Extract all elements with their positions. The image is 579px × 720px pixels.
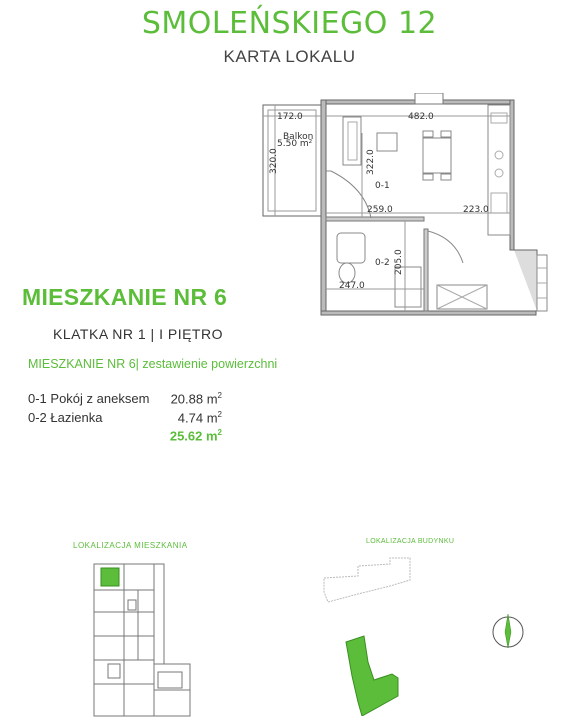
room-0-1: 0-1 — [375, 181, 390, 191]
dim-320: 320.0 — [269, 148, 279, 174]
page-subtitle: KARTA LOKALU — [223, 47, 356, 66]
room-1-name: 0-1 Pokój z aneksem — [28, 391, 150, 406]
balcony-label: Balkon — [283, 132, 314, 142]
north-arrow-icon — [490, 608, 526, 652]
apartment-subtitle: KLATKA NR 1 | I PIĘTRO — [53, 326, 223, 342]
total-area: 25.62 $m^2$ — [169, 428, 222, 444]
room-0-2: 0-2 — [375, 258, 390, 268]
floor-plan — [255, 93, 555, 325]
apartment-highlight — [101, 568, 119, 586]
room-2-name: 0-2 Łazienka — [28, 410, 103, 425]
summary-title: MIESZKANIE NR 6| zestawienie powierzchni — [28, 357, 278, 371]
apartment-location-label: LOKALIZACJA MIESZKANIA — [73, 541, 188, 550]
dim-259: 259.0 — [367, 205, 393, 215]
room-2-area: 4.74 $m^2$ — [177, 410, 222, 426]
room-1-area: 20.88 $m^2$ — [170, 391, 222, 407]
page-title: SMOLEŃSKIEGO 12 — [141, 6, 438, 41]
balcony-area: 5.50 m² — [277, 139, 313, 149]
apartment-location-map — [88, 560, 198, 720]
building-location-label: LOKALIZACJA BUDYNKU — [366, 538, 455, 545]
dim-223: 223.0 — [463, 205, 489, 215]
dim-482: 482.0 — [408, 112, 434, 122]
building-highlight — [346, 636, 398, 716]
dim-205: 205.0 — [394, 249, 404, 275]
dim-247: 247.0 — [339, 281, 365, 291]
building-location-map — [318, 556, 428, 716]
dim-322: 322.0 — [366, 149, 376, 175]
apartment-title: MIESZKANIE NR 6 — [22, 284, 228, 310]
dim-172: 172.0 — [277, 112, 303, 122]
